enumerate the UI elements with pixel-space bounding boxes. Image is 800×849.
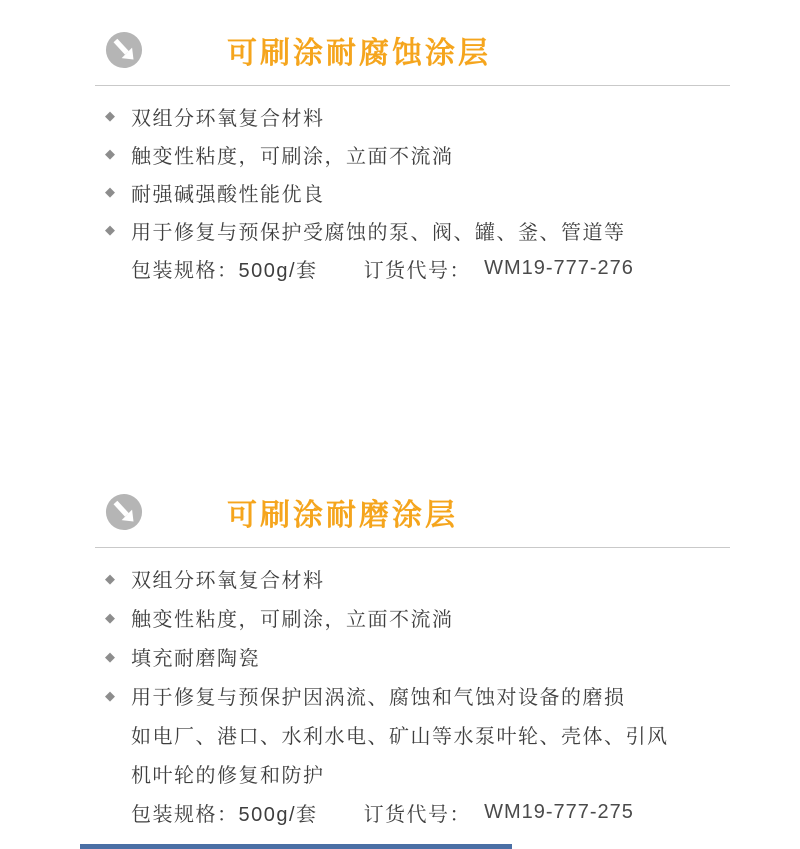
order-code-value: WM19-777-275 <box>484 801 634 823</box>
diamond-bullet-icon: ◆ <box>105 609 117 625</box>
feature-list <box>95 97 735 287</box>
feature-text: 用于修复与预保护受腐蚀的泵、阀、罐、釜、管道等 <box>131 221 626 244</box>
header-divider <box>95 85 730 86</box>
packaging-spec: 包装规格：500g/套 <box>131 804 318 826</box>
feature-text: 双组分环氧复合材料 <box>131 107 325 130</box>
section-title: 可刷涂耐磨涂层 <box>227 499 458 532</box>
feature-text: 填充耐磨陶瓷 <box>131 648 260 670</box>
feature-list <box>95 559 735 832</box>
section-header <box>95 30 735 70</box>
feature-text: 机叶轮的修复和防护 <box>131 765 325 787</box>
footer-accent-bar <box>80 844 512 849</box>
diamond-bullet-icon: ◆ <box>105 222 117 237</box>
feature-item <box>105 676 735 715</box>
feature-text: 如电厂、港口、水利水电、矿山等水泵叶轮、壳体、引风 <box>131 726 669 748</box>
feature-text: 用于修复与预保护因涡流、腐蚀和气蚀对设备的磨损 <box>131 687 626 709</box>
section-wear-coating <box>95 492 735 832</box>
feature-continuation <box>105 715 735 754</box>
diamond-bullet-icon: ◆ <box>105 570 117 586</box>
order-code-value: WM19-777-276 <box>484 256 634 279</box>
brand-logo-icon <box>105 493 143 531</box>
section-corrosion-coating <box>95 0 735 287</box>
feature-item <box>105 97 735 135</box>
feature-item <box>105 135 735 173</box>
diamond-bullet-icon: ◆ <box>105 108 117 123</box>
feature-item <box>105 637 735 676</box>
section-header <box>95 492 735 532</box>
packaging-line <box>105 793 735 832</box>
header-divider <box>95 547 730 548</box>
brand-logo-icon <box>105 31 143 69</box>
order-code-label: 订货代号： <box>363 259 472 282</box>
feature-item <box>105 559 735 598</box>
feature-text: 双组分环氧复合材料 <box>131 570 325 592</box>
diamond-bullet-icon: ◆ <box>105 648 117 664</box>
feature-continuation <box>105 754 735 793</box>
feature-text: 耐强碱强酸性能优良 <box>131 183 325 206</box>
diamond-bullet-icon: ◆ <box>105 146 117 161</box>
feature-item <box>105 598 735 637</box>
diamond-bullet-icon: ◆ <box>105 184 117 199</box>
section-title: 可刷涂耐腐蚀涂层 <box>227 37 491 70</box>
feature-text: 触变性粘度，可刷涂，立面不流淌 <box>131 609 454 631</box>
packaging-spec: 包装规格：500g/套 <box>131 259 318 282</box>
feature-item <box>105 173 735 211</box>
feature-item <box>105 211 735 249</box>
feature-text: 触变性粘度，可刷涂，立面不流淌 <box>131 145 454 168</box>
diamond-bullet-icon: ◆ <box>105 687 117 703</box>
order-code-label: 订货代号： <box>363 804 472 826</box>
packaging-line <box>105 249 735 287</box>
